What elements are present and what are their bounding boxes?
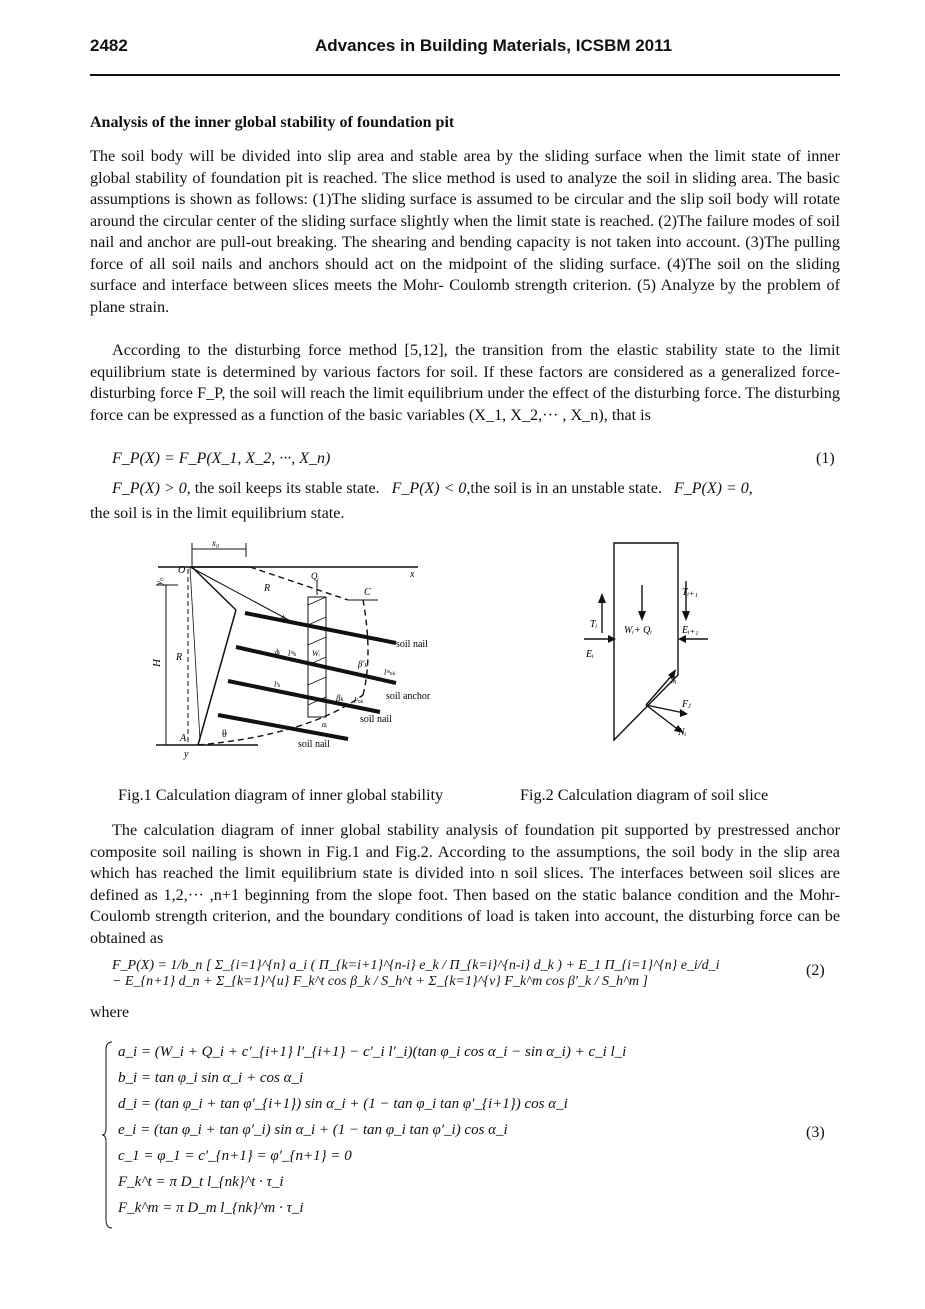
page-header	[90, 36, 840, 76]
paragraph-calculation: The calculation diagram of inner global stability analysis of foundation pit supported by prestressed anchor composite soil nailing is shown in Fig.1 and Fig.2. According to the assumptions, the soil body in the slip area which has reached the limit equilibrium state is divided into n soil slices. The interfaces between soil slices are defined as 1,2,··· ,n+1 beginning from the slope foot. Then based on the static balance condition and the Mohr-Coulomb strength criterion, and the boundary conditions of load is taken into account, the disturbing force can be obtained as	[90, 821, 840, 947]
label-WQ: Wᵢ+ Qᵢ	[624, 625, 652, 636]
brace-icon	[100, 1040, 114, 1230]
label-l-mk: lᵐₖ	[288, 649, 297, 658]
where-label: where	[90, 1004, 130, 1021]
eq3-row-b: b_i = tan φ_i sin α_i + cos α_i	[118, 1070, 304, 1086]
equation-3-number: (3)	[806, 1124, 825, 1141]
label-Ei: Eᵢ	[586, 649, 594, 660]
label-Fj: Fⱼ	[682, 699, 691, 710]
equation-2: F_P(X) = 1/b_n [ Σ_{i=1}^{n} a_i ( Π_{k=i+1}^{n-i} e_k / Π_{k=i}^{n-i} d_k ) + E_1 Π_{i=1}^{n} e_i/d_i − E_{n+1} d_n + Σ_{k=1}^{u} F_k^t cos β_k / S_h^t + Σ_{k=1}^{v} F_k^m cos β′_k / S_h^m ]	[112, 958, 720, 989]
equation-1-body: F_P(X) = F_P(X_1, X_2, ···, X_n)	[112, 450, 331, 467]
figure-1-diagram	[148, 535, 448, 765]
label-R: R	[264, 583, 271, 594]
label-Wi: Wᵢ	[312, 649, 320, 658]
member-soil-nail-3: soil nail	[298, 739, 330, 750]
label-Ti: Tᵢ	[590, 619, 598, 630]
label-x0: x₀	[212, 538, 220, 548]
condition-stable-text: , the soil keeps its stable state.	[186, 480, 380, 497]
member-soil-anchor: soil anchor	[386, 691, 431, 702]
label-C: C	[364, 587, 371, 598]
eq3-row-e: e_i = (tan φ_i + tan φ′_i) sin α_i + (1 − tan φ_i tan φ′_i) cos α_i	[118, 1122, 508, 1138]
equation-1	[112, 450, 840, 468]
label-R-left: R	[176, 652, 183, 663]
label-Si: Sᵢ	[670, 675, 677, 686]
label-Ti1: Tᵢ₊₁	[682, 587, 698, 598]
label-beta-k2: β′ₖ	[358, 659, 368, 669]
label-l-tnk: lᵗₙₖ	[354, 696, 364, 705]
label-x: x	[410, 569, 415, 580]
label-phi-2: ϕ	[275, 647, 280, 657]
page-number: 2482	[90, 36, 128, 55]
label-l-mnk: lᵐₙₖ	[384, 668, 396, 677]
eq3-row-ft: F_k^t = π D_t l_{nk}^t · τ_i	[118, 1174, 284, 1190]
eq3-row-a: a_i = (W_i + Q_i + c′_{i+1} l′_{i+1} − c′_i l′_i)(tan φ_i cos α_i − sin α_i) + c_i l_i	[118, 1044, 627, 1060]
condition-limit-text: the soil is in the limit equilibrium state.	[90, 504, 345, 522]
figure-2-diagram	[578, 535, 728, 755]
eq3-row-c: c_1 = φ_1 = c′_{n+1} = φ′_{n+1} = 0	[118, 1148, 352, 1164]
condition-limit-comma: ,	[748, 480, 753, 497]
figure-2-caption: Fig.2 Calculation diagram of soil slice	[520, 786, 769, 804]
label-A: A	[180, 733, 187, 744]
label-Ni: Nᵢ	[678, 727, 687, 738]
label-alpha: αᵢ	[322, 720, 328, 729]
equation-1-number: (1)	[816, 450, 835, 467]
condition-line	[112, 480, 840, 498]
label-O: O	[178, 565, 186, 576]
condition-unstable-text: ,the soil is in an unstable state.	[466, 480, 662, 497]
figure-1-caption: Fig.1 Calculation diagram of inner global stability	[118, 786, 444, 804]
equation-2-number: (2)	[806, 962, 825, 979]
label-beta-k: βₖ	[336, 693, 344, 703]
member-soil-nail-2: soil nail	[360, 714, 392, 725]
label-theta: θ	[222, 729, 227, 740]
condition-limit: F_P(X) = 0	[673, 480, 749, 497]
label-l-tk: lᵗₖ	[274, 680, 281, 689]
eq3-row-fm: F_k^m = π D_m l_{nk}^m · τ_i	[118, 1200, 304, 1216]
label-H: H	[151, 659, 163, 667]
label-Qi: Qᵢ	[311, 571, 319, 581]
label-y0: y₀	[154, 577, 164, 585]
condition-unstable: F_P(X) < 0	[391, 480, 467, 497]
condition-stable: F_P(X) > 0	[112, 480, 187, 497]
paragraph-disturbing-force: According to the disturbing force method [5,12], the transition from the elastic stability state to the limit equilibrium state is determined by various factors for soil. If these factors are considered as a generalized force-disturbing force F_P, the soil will reach the limit equilibrium under the effect of the disturbing force. The disturbing force can be expressed as a function of the basic variables (X_1, X_2,··· , X_n), that is	[90, 341, 840, 424]
label-phi-1: ϕ	[281, 613, 286, 623]
journal-title: Advances in Building Materials, ICSBM 2011	[315, 36, 673, 55]
section-title: Analysis of the inner global stability of foundation pit	[90, 114, 455, 131]
label-Ei1: Eᵢ₊₁	[682, 625, 699, 636]
eq3-row-d: d_i = (tan φ_i + tan φ′_{i+1}) sin α_i + (1 − tan φ_i tan φ′_{i+1}) cos α_i	[118, 1096, 568, 1112]
label-y: y	[184, 749, 189, 760]
paragraph-assumptions: The soil body will be divided into slip area and stable area by the sliding surface when the limit state of inner global stability of foundation pit is reached. The slice method is used to analyze the soil in sliding area. The basic assumptions is shown as follows: (1)The sliding surface is assumed to be circular and the slip soil body will rotate around the circular center of the sliding surface slightly when the limit state is reached. (2)The failure modes of soil nail and anchor are pull-out breaking. The shearing and bending capacity is not taken into account. (3)The pulling force of all soil nails and anchors should act on the midpoint of the sliding surface. (4)The soil on the sliding surface and interface between slices meets the Mohr- Coulomb strength criterion. (5) Analyze by the problem of plane strain.	[90, 147, 840, 316]
member-soil-nail-1: soil nail	[396, 639, 428, 650]
equation-3-system	[100, 1040, 860, 1230]
